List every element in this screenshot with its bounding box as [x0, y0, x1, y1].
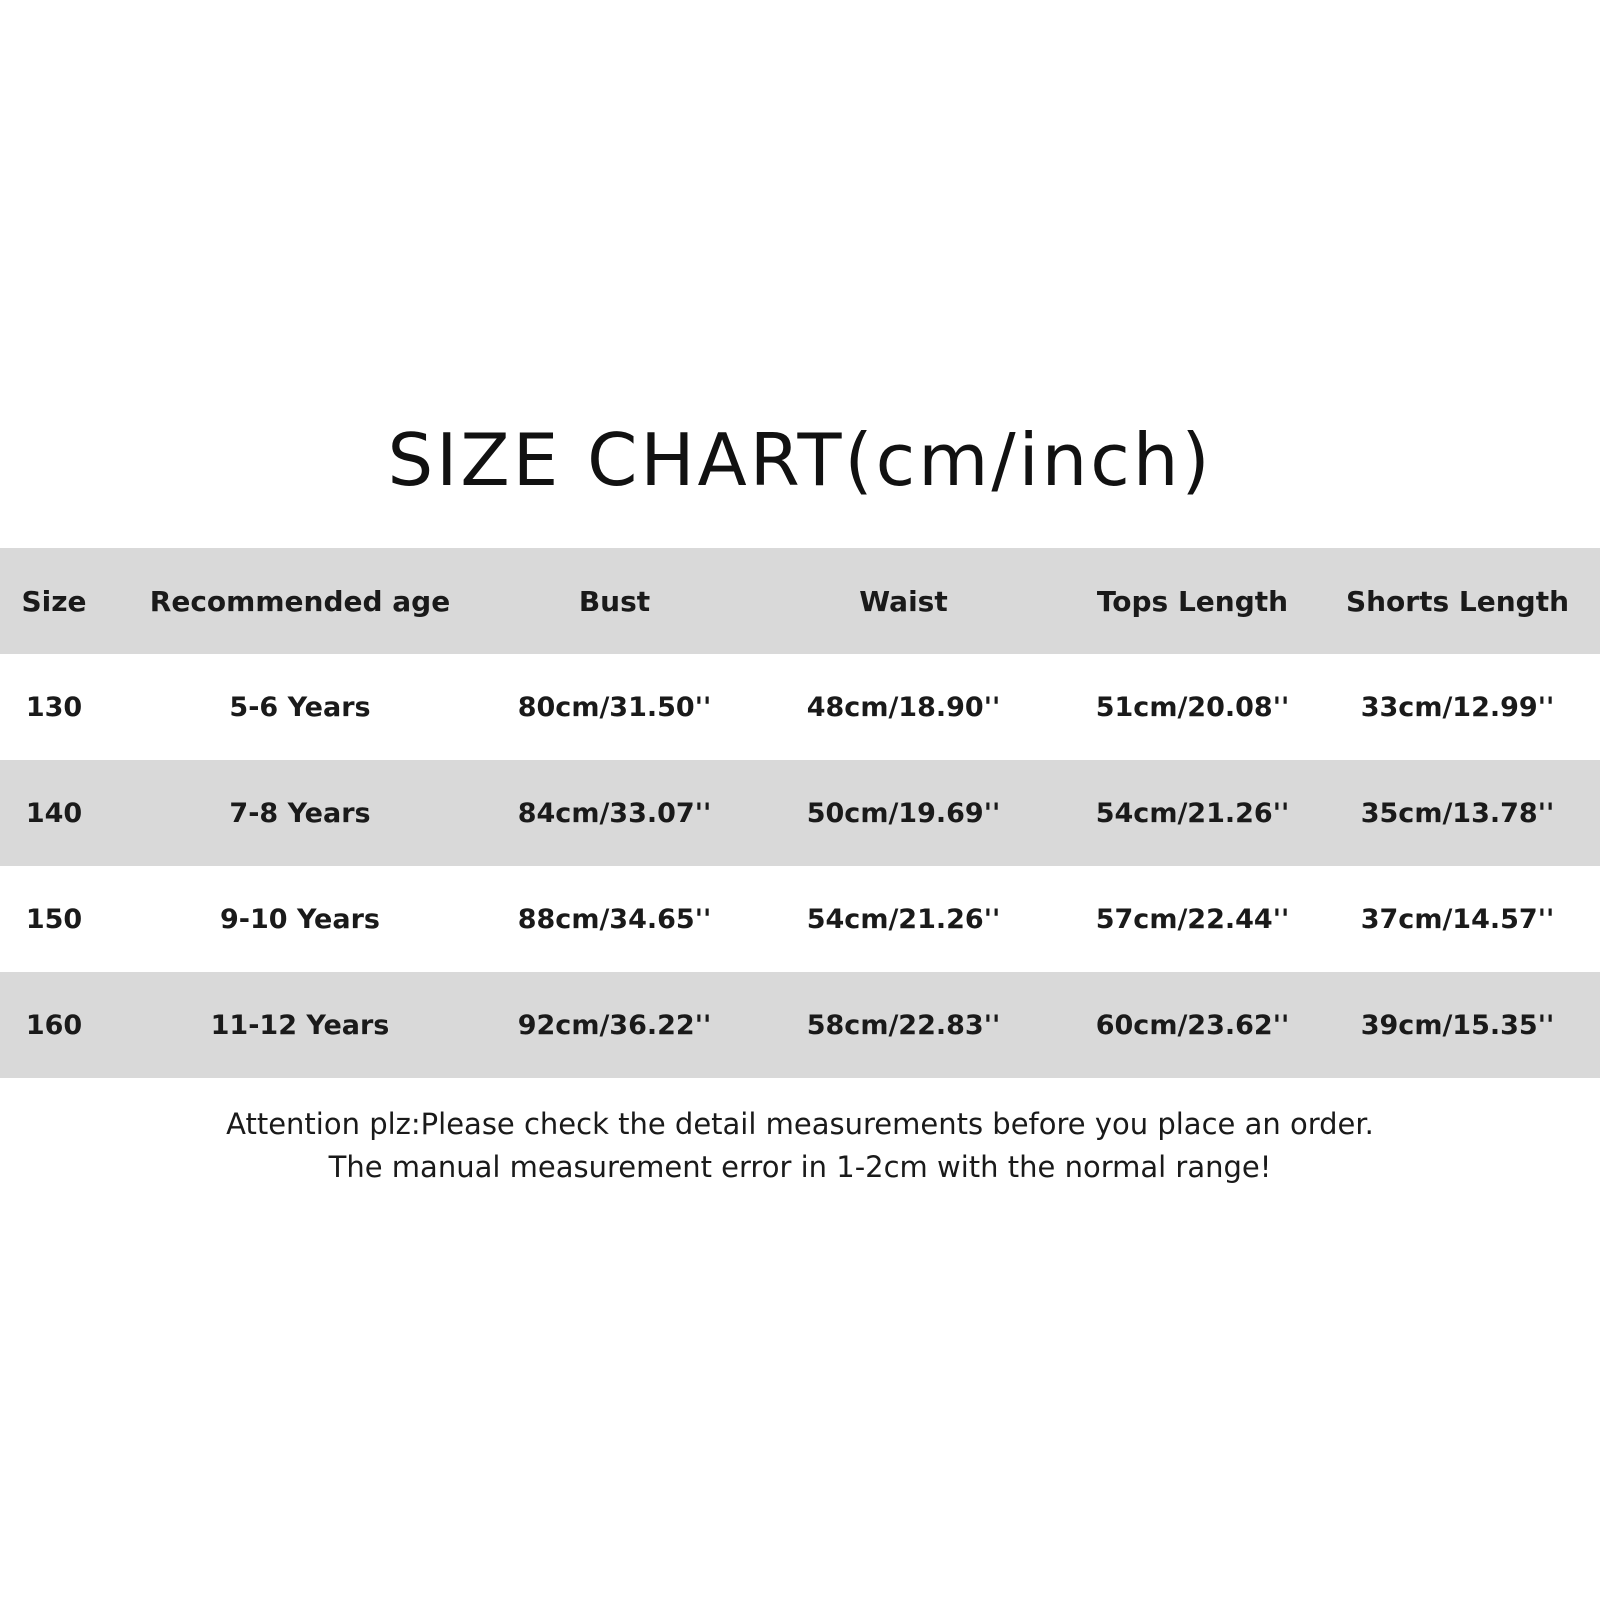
notice-line-2: The manual measurement error in 1-2cm with the normal range!: [328, 1150, 1272, 1184]
table-header-row: [0, 548, 1600, 654]
cell-bust: 84cm/33.07'': [517, 797, 712, 829]
notice-line-1: Attention plz:Please check the detail measurements before you place an order.: [226, 1107, 1374, 1141]
cell-waist: 48cm/18.90'': [806, 691, 1001, 723]
cell-size: 150: [25, 903, 83, 935]
header-tops-length: Tops Length: [1096, 584, 1289, 618]
cell-waist: 50cm/19.69'': [806, 797, 1001, 829]
cell-shorts-length: 35cm/13.78'': [1360, 797, 1555, 829]
header-recommended-age: Recommended age: [149, 584, 451, 618]
cell-waist: 58cm/22.83'': [806, 1009, 1001, 1041]
cell-waist: 54cm/21.26'': [806, 903, 1001, 935]
size-chart-table: [0, 548, 1600, 1078]
size-chart-title: SIZE CHART(cm/inch): [387, 418, 1213, 502]
cell-recommended-age: 11-12 Years: [210, 1009, 390, 1041]
cell-size: 160: [25, 1009, 83, 1041]
table-row: [0, 654, 1600, 760]
measurement-notice: [0, 1103, 1600, 1189]
cell-recommended-age: 5-6 Years: [229, 691, 371, 723]
cell-tops-length: 57cm/22.44'': [1095, 903, 1290, 935]
cell-recommended-age: 7-8 Years: [229, 797, 371, 829]
cell-bust: 88cm/34.65'': [517, 903, 712, 935]
cell-shorts-length: 33cm/12.99'': [1360, 691, 1555, 723]
cell-tops-length: 51cm/20.08'': [1095, 691, 1290, 723]
cell-tops-length: 54cm/21.26'': [1095, 797, 1290, 829]
header-size: Size: [21, 584, 87, 618]
cell-recommended-age: 9-10 Years: [220, 903, 380, 935]
table-row: [0, 866, 1600, 972]
cell-shorts-length: 39cm/15.35'': [1360, 1009, 1555, 1041]
header-shorts-length: Shorts Length: [1345, 584, 1570, 618]
cell-size: 130: [25, 691, 83, 723]
cell-tops-length: 60cm/23.62'': [1095, 1009, 1290, 1041]
cell-bust: 92cm/36.22'': [517, 1009, 712, 1041]
cell-size: 140: [25, 797, 83, 829]
cell-bust: 80cm/31.50'': [517, 691, 712, 723]
table-row: [0, 972, 1600, 1078]
header-bust: Bust: [578, 584, 651, 618]
table-row: [0, 760, 1600, 866]
cell-shorts-length: 37cm/14.57'': [1360, 903, 1555, 935]
header-waist: Waist: [859, 584, 948, 618]
